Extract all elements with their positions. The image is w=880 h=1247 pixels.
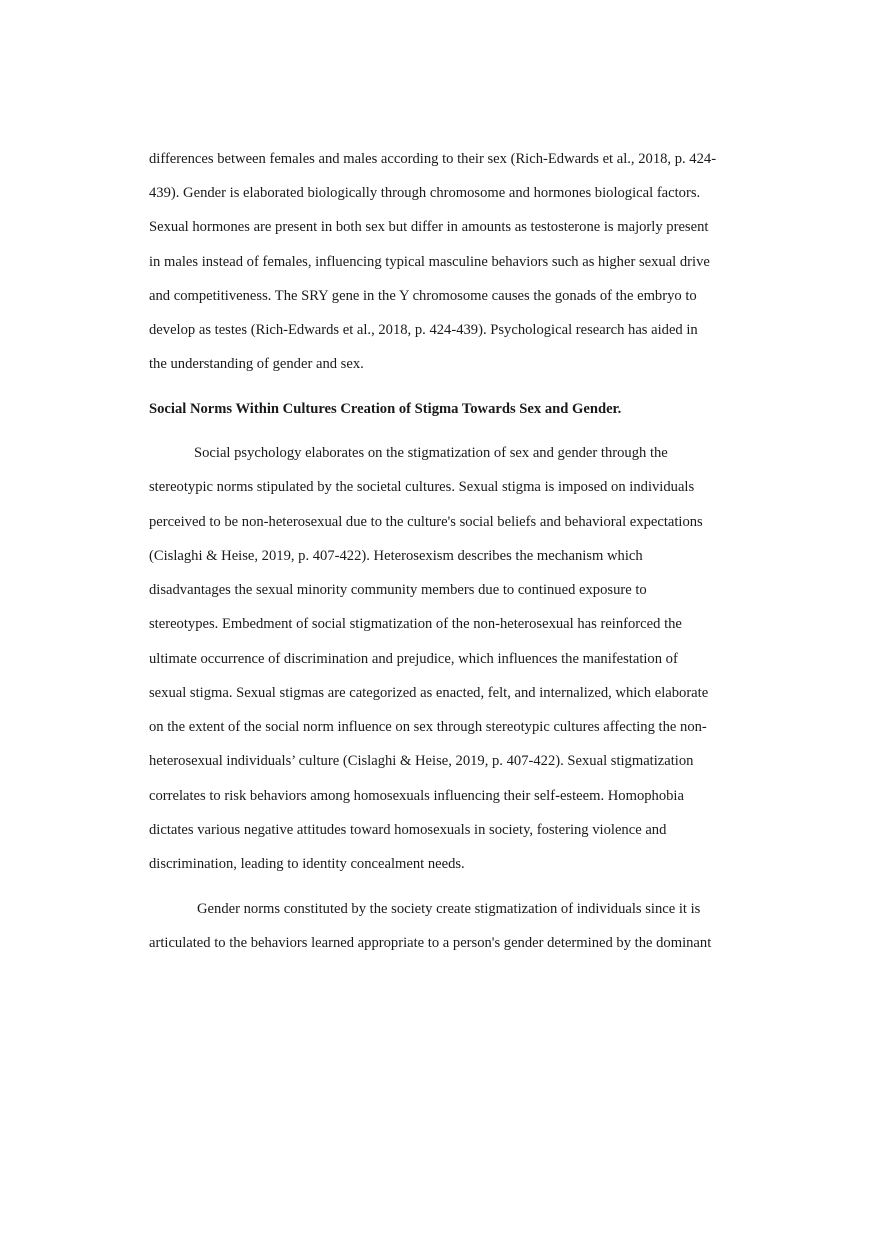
paragraph-2-line-12: dictates various negative attitudes toward homosexuals in society, fostering violence and bbox=[149, 822, 667, 838]
paragraph-2-line-1: Social psychology elaborates on the stigmatization of sex and gender through the bbox=[194, 445, 668, 461]
paragraph-2-line-4: (Cislaghi & Heise, 2019, p. 407-422). Heterosexism describes the mechanism which bbox=[149, 548, 643, 564]
paragraph-2-line-6: stereotypes. Embedment of social stigmatization of the non-heterosexual has reinforced the bbox=[149, 616, 682, 632]
paragraph-2-line-13: discrimination, leading to identity concealment needs. bbox=[149, 856, 465, 872]
paragraph-2-line-8: sexual stigma. Sexual stigmas are categorized as enacted, felt, and internalized, which elaborate bbox=[149, 685, 709, 701]
paragraph-2-line-10: heterosexual individuals’ culture (Cislaghi & Heise, 2019, p. 407-422). Sexual stigmatization bbox=[149, 753, 694, 769]
paragraph-3-line-2: articulated to the behaviors learned appropriate to a person's gender determined by the dominant bbox=[149, 935, 712, 951]
section-heading: Social Norms Within Cultures Creation of Stigma Towards Sex and Gender. bbox=[149, 401, 622, 417]
paragraph-1-line-4: in males instead of females, influencing typical masculine behaviors such as higher sexual drive bbox=[149, 254, 710, 270]
paragraph-2-line-9: on the extent of the social norm influence on sex through stereotypic cultures affecting the non- bbox=[149, 719, 707, 735]
paragraph-1-line-2: 439). Gender is elaborated biologically through chromosome and hormones biological factors. bbox=[149, 185, 701, 201]
paragraph-2-line-5: disadvantages the sexual minority community members due to continued exposure to bbox=[149, 582, 647, 598]
paragraph-3-line-1: Gender norms constituted by the society create stigmatization of individuals since it is bbox=[197, 901, 701, 917]
paragraph-2-line-3: perceived to be non-heterosexual due to the culture's social beliefs and behavioral expectations bbox=[149, 514, 703, 530]
paragraph-2-line-7: ultimate occurrence of discrimination and prejudice, which influences the manifestation of bbox=[149, 651, 678, 667]
paragraph-1-line-5: and competitiveness. The SRY gene in the Y chromosome causes the gonads of the embryo to bbox=[149, 288, 697, 304]
paragraph-1-line-7: the understanding of gender and sex. bbox=[149, 356, 364, 372]
paragraph-2-line-11: correlates to risk behaviors among homosexuals influencing their self-esteem. Homophobia bbox=[149, 788, 684, 804]
paragraph-1-line-3: Sexual hormones are present in both sex but differ in amounts as testosterone is majorly present bbox=[149, 219, 709, 235]
paragraph-1-line-6: develop as testes (Rich-Edwards et al., 2018, p. 424-439). Psychological research has aided in bbox=[149, 322, 698, 338]
paragraph-2-line-2: stereotypic norms stipulated by the societal cultures. Sexual stigma is imposed on individuals bbox=[149, 479, 695, 495]
paragraph-1-line-1: differences between females and males according to their sex (Rich-Edwards et al., 2018, p. 424- bbox=[149, 151, 717, 167]
